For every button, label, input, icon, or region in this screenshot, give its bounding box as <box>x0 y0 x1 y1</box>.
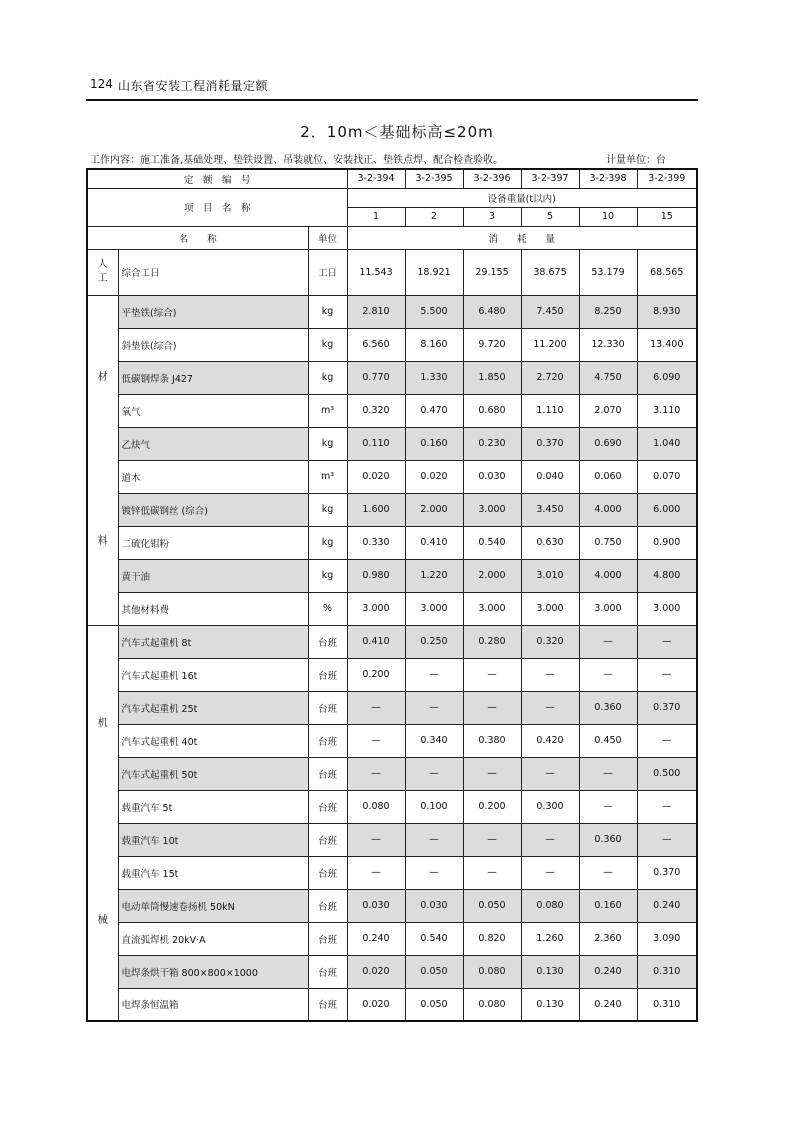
value-cell: 0.500 <box>637 757 697 790</box>
table-row <box>87 691 697 724</box>
item-name: 其他材料费 <box>118 592 308 625</box>
value-cell: — <box>637 625 697 658</box>
table-row <box>87 493 697 526</box>
value-cell: 0.770 <box>347 361 405 394</box>
value-cell: — <box>463 658 521 691</box>
value-cell: 3.110 <box>637 394 697 427</box>
value-cell: — <box>463 757 521 790</box>
value-cell: 3.000 <box>463 493 521 526</box>
item-name: 汽车式起重机 40t <box>118 724 308 757</box>
table-row <box>87 361 697 394</box>
table-row <box>87 427 697 460</box>
value-cell: 29.155 <box>463 249 521 295</box>
table-row <box>87 394 697 427</box>
value-cell: 0.060 <box>579 460 637 493</box>
value-cell: 0.300 <box>521 790 579 823</box>
value-cell: — <box>521 691 579 724</box>
value-cell: 38.675 <box>521 249 579 295</box>
value-cell: 0.320 <box>347 394 405 427</box>
code-cell: 3-2-394 <box>347 169 405 188</box>
table-row <box>87 460 697 493</box>
value-cell: 2.000 <box>463 559 521 592</box>
table-row <box>87 856 697 889</box>
value-cell: — <box>405 823 463 856</box>
col-consumption-header: 消 耗 量 <box>347 226 697 249</box>
weight-cell: 15 <box>637 207 697 226</box>
item-name: 载重汽车 15t <box>118 856 308 889</box>
value-cell: 0.130 <box>521 955 579 988</box>
item-unit: 台班 <box>308 724 347 757</box>
value-cell: 2.360 <box>579 922 637 955</box>
value-cell: 0.130 <box>521 988 579 1021</box>
value-cell: 3.000 <box>637 592 697 625</box>
value-cell: 6.090 <box>637 361 697 394</box>
value-cell: 0.030 <box>405 889 463 922</box>
item-name: 二硫化钼粉 <box>118 526 308 559</box>
value-cell: 8.250 <box>579 295 637 328</box>
item-name: 电动单筒慢速卷扬机 50kN <box>118 889 308 922</box>
value-cell: 8.930 <box>637 295 697 328</box>
value-cell: 0.310 <box>637 988 697 1021</box>
value-cell: 0.470 <box>405 394 463 427</box>
quota-code-row <box>87 169 697 188</box>
book-title: 山东省安装工程消耗量定额 <box>118 79 269 93</box>
page-header <box>86 72 698 100</box>
value-cell: 0.080 <box>463 955 521 988</box>
value-cell: — <box>521 856 579 889</box>
value-cell: 0.330 <box>347 526 405 559</box>
value-cell: 0.040 <box>521 460 579 493</box>
value-cell: — <box>463 823 521 856</box>
value-cell: — <box>579 757 637 790</box>
code-cell: 3-2-399 <box>637 169 697 188</box>
quota-code-label: 定 额 编 号 <box>87 169 347 188</box>
value-cell: 0.690 <box>579 427 637 460</box>
value-cell: 68.565 <box>637 249 697 295</box>
value-cell: — <box>347 724 405 757</box>
table-row <box>87 625 697 658</box>
value-cell: — <box>463 856 521 889</box>
category-cell <box>87 249 118 295</box>
item-unit: 工日 <box>308 249 347 295</box>
value-cell: 0.410 <box>405 526 463 559</box>
value-cell: 0.100 <box>405 790 463 823</box>
value-cell: 13.400 <box>637 328 697 361</box>
value-cell: 0.080 <box>463 988 521 1021</box>
value-cell: 0.240 <box>579 988 637 1021</box>
item-unit: kg <box>308 361 347 394</box>
item-unit: kg <box>308 559 347 592</box>
value-cell: 18.921 <box>405 249 463 295</box>
item-name: 载重汽车 5t <box>118 790 308 823</box>
value-cell: 0.240 <box>579 955 637 988</box>
value-cell: 3.000 <box>521 592 579 625</box>
value-cell: 0.020 <box>405 460 463 493</box>
table-row <box>87 757 697 790</box>
item-unit: 台班 <box>308 922 347 955</box>
category-char: 工 <box>97 273 108 284</box>
value-cell: 1.040 <box>637 427 697 460</box>
value-cell: 0.370 <box>521 427 579 460</box>
value-cell: 53.179 <box>579 249 637 295</box>
item-name: 平垫铁(综合) <box>118 295 308 328</box>
value-cell: 0.240 <box>637 889 697 922</box>
value-cell: 6.480 <box>463 295 521 328</box>
col-name-header: 名 称 <box>87 226 308 249</box>
table-row <box>87 249 697 295</box>
item-unit: m³ <box>308 394 347 427</box>
value-cell: 0.750 <box>579 526 637 559</box>
value-cell: 1.850 <box>463 361 521 394</box>
code-cell: 3-2-396 <box>463 169 521 188</box>
value-cell: — <box>521 658 579 691</box>
value-cell: 0.380 <box>463 724 521 757</box>
table-row <box>87 328 697 361</box>
value-cell: 1.220 <box>405 559 463 592</box>
table-row <box>87 823 697 856</box>
column-header-row <box>87 226 697 249</box>
value-cell: 1.110 <box>521 394 579 427</box>
category-char: 材 <box>97 371 108 383</box>
item-unit: kg <box>308 493 347 526</box>
value-cell: 0.240 <box>347 922 405 955</box>
item-unit: 台班 <box>308 757 347 790</box>
item-unit: 台班 <box>308 889 347 922</box>
item-unit: kg <box>308 328 347 361</box>
table-row <box>87 592 697 625</box>
item-unit: 台班 <box>308 790 347 823</box>
value-cell: 0.160 <box>579 889 637 922</box>
item-unit: 台班 <box>308 823 347 856</box>
value-cell: 0.980 <box>347 559 405 592</box>
item-name: 低碳钢焊条 J427 <box>118 361 308 394</box>
value-cell: 1.330 <box>405 361 463 394</box>
value-cell: 6.000 <box>637 493 697 526</box>
value-cell: 0.070 <box>637 460 697 493</box>
table-row <box>87 955 697 988</box>
value-cell: 0.230 <box>463 427 521 460</box>
item-name: 直流弧焊机 20kV·A <box>118 922 308 955</box>
value-cell: 3.000 <box>405 592 463 625</box>
item-name: 电焊条恒温箱 <box>118 988 308 1021</box>
weight-cell: 10 <box>579 207 637 226</box>
value-cell: 0.540 <box>405 922 463 955</box>
value-cell: 0.360 <box>579 691 637 724</box>
value-cell: 0.160 <box>405 427 463 460</box>
value-cell: 0.030 <box>347 889 405 922</box>
value-cell: 0.250 <box>405 625 463 658</box>
value-cell: 0.900 <box>637 526 697 559</box>
table-row <box>87 724 697 757</box>
col-unit-header: 单位 <box>308 226 347 249</box>
value-cell: 3.090 <box>637 922 697 955</box>
value-cell: 3.000 <box>347 592 405 625</box>
value-cell: 0.340 <box>405 724 463 757</box>
value-cell: 0.280 <box>463 625 521 658</box>
weight-cell: 3 <box>463 207 521 226</box>
value-cell: 0.050 <box>463 889 521 922</box>
value-cell: — <box>405 691 463 724</box>
value-cell: 0.360 <box>579 823 637 856</box>
value-cell: 0.050 <box>405 988 463 1021</box>
value-cell: — <box>347 691 405 724</box>
category-char: 机 <box>97 718 108 730</box>
weight-label: 设备重量(t以内) <box>347 188 697 207</box>
item-unit: 台班 <box>308 625 347 658</box>
value-cell: 1.260 <box>521 922 579 955</box>
value-cell: 2.720 <box>521 361 579 394</box>
value-cell: 0.080 <box>347 790 405 823</box>
table-row <box>87 790 697 823</box>
value-cell: 0.420 <box>521 724 579 757</box>
value-cell: 0.080 <box>521 889 579 922</box>
value-cell: — <box>347 856 405 889</box>
value-cell: 12.330 <box>579 328 637 361</box>
value-cell: 0.630 <box>521 526 579 559</box>
unit-label: 计量单位：台 <box>606 155 666 166</box>
value-cell: — <box>405 757 463 790</box>
table-row <box>87 889 697 922</box>
page-number: 124 <box>90 77 113 91</box>
value-cell: 0.110 <box>347 427 405 460</box>
work-content: 工作内容：施工准备,基础处理、垫铁设置、吊装就位、安装找正、垫铁点焊、配合检查验收。 <box>90 155 504 166</box>
category-cell <box>87 295 118 625</box>
code-cell: 3-2-398 <box>579 169 637 188</box>
value-cell: — <box>637 658 697 691</box>
item-unit: 台班 <box>308 691 347 724</box>
value-cell: 2.070 <box>579 394 637 427</box>
item-name: 黄干油 <box>118 559 308 592</box>
value-cell: 0.310 <box>637 955 697 988</box>
value-cell: — <box>521 757 579 790</box>
value-cell: 4.000 <box>579 559 637 592</box>
code-cell: 3-2-395 <box>405 169 463 188</box>
item-unit: m³ <box>308 460 347 493</box>
value-cell: 2.000 <box>405 493 463 526</box>
value-cell: 0.680 <box>463 394 521 427</box>
value-cell: 3.010 <box>521 559 579 592</box>
value-cell: — <box>405 856 463 889</box>
item-name: 汽车式起重机 50t <box>118 757 308 790</box>
value-cell: 4.000 <box>579 493 637 526</box>
value-cell: — <box>637 724 697 757</box>
item-unit: kg <box>308 295 347 328</box>
value-cell: 5.500 <box>405 295 463 328</box>
value-cell: 0.540 <box>463 526 521 559</box>
table-row <box>87 526 697 559</box>
category-cell <box>87 625 118 1021</box>
item-name: 道木 <box>118 460 308 493</box>
value-cell: — <box>347 757 405 790</box>
header-rule <box>86 99 698 101</box>
item-unit: % <box>308 592 347 625</box>
weight-cell: 2 <box>405 207 463 226</box>
value-cell: 11.543 <box>347 249 405 295</box>
value-cell: 0.200 <box>347 658 405 691</box>
value-cell: — <box>521 823 579 856</box>
item-unit: 台班 <box>308 955 347 988</box>
value-cell: — <box>347 823 405 856</box>
value-cell: — <box>579 625 637 658</box>
section-title: 2．10m＜基础标高≤20m <box>300 123 494 141</box>
value-cell: 0.820 <box>463 922 521 955</box>
value-cell: 0.020 <box>347 460 405 493</box>
value-cell: 0.320 <box>521 625 579 658</box>
item-unit: kg <box>308 526 347 559</box>
item-name: 综合工日 <box>118 249 308 295</box>
value-cell: 3.000 <box>463 592 521 625</box>
category-char: 人 <box>97 259 108 270</box>
table-row <box>87 988 697 1021</box>
value-cell: 7.450 <box>521 295 579 328</box>
value-cell: 4.800 <box>637 559 697 592</box>
quota-table <box>86 168 698 1022</box>
value-cell: 8.160 <box>405 328 463 361</box>
item-name: 氧气 <box>118 394 308 427</box>
value-cell: 0.050 <box>405 955 463 988</box>
value-cell: 0.370 <box>637 856 697 889</box>
value-cell: 0.370 <box>637 691 697 724</box>
value-cell: 1.600 <box>347 493 405 526</box>
value-cell: 9.720 <box>463 328 521 361</box>
item-unit: 台班 <box>308 658 347 691</box>
code-cell: 3-2-397 <box>521 169 579 188</box>
value-cell: 2.810 <box>347 295 405 328</box>
value-cell: — <box>463 691 521 724</box>
value-cell: 0.410 <box>347 625 405 658</box>
item-name: 电焊条烘干箱 800×800×1000 <box>118 955 308 988</box>
table-row <box>87 658 697 691</box>
value-cell: — <box>579 790 637 823</box>
value-cell: 0.450 <box>579 724 637 757</box>
value-cell: 3.450 <box>521 493 579 526</box>
value-cell: 0.030 <box>463 460 521 493</box>
value-cell: 4.750 <box>579 361 637 394</box>
weight-header-row <box>87 188 697 207</box>
value-cell: 11.200 <box>521 328 579 361</box>
item-name-label: 项 目 名 称 <box>87 188 347 226</box>
item-name: 载重汽车 10t <box>118 823 308 856</box>
item-name: 乙炔气 <box>118 427 308 460</box>
item-name: 汽车式起重机 8t <box>118 625 308 658</box>
value-cell: — <box>579 856 637 889</box>
value-cell: — <box>579 658 637 691</box>
item-name: 汽车式起重机 25t <box>118 691 308 724</box>
value-cell: 0.200 <box>463 790 521 823</box>
item-unit: 台班 <box>308 988 347 1021</box>
value-cell: — <box>637 823 697 856</box>
table-row <box>87 922 697 955</box>
table-row <box>87 559 697 592</box>
value-cell: 0.020 <box>347 988 405 1021</box>
value-cell: 6.560 <box>347 328 405 361</box>
item-unit: 台班 <box>308 856 347 889</box>
item-name: 斜垫铁(综合) <box>118 328 308 361</box>
weight-cell: 5 <box>521 207 579 226</box>
value-cell: 0.020 <box>347 955 405 988</box>
value-cell: 3.000 <box>579 592 637 625</box>
category-char: 械 <box>97 915 108 927</box>
value-cell: — <box>637 790 697 823</box>
value-cell: — <box>405 658 463 691</box>
item-name: 汽车式起重机 16t <box>118 658 308 691</box>
weight-cell: 1 <box>347 207 405 226</box>
item-name: 镀锌低碳钢丝 (综合) <box>118 493 308 526</box>
item-unit: kg <box>308 427 347 460</box>
table-row <box>87 295 697 328</box>
category-char: 料 <box>97 536 108 548</box>
